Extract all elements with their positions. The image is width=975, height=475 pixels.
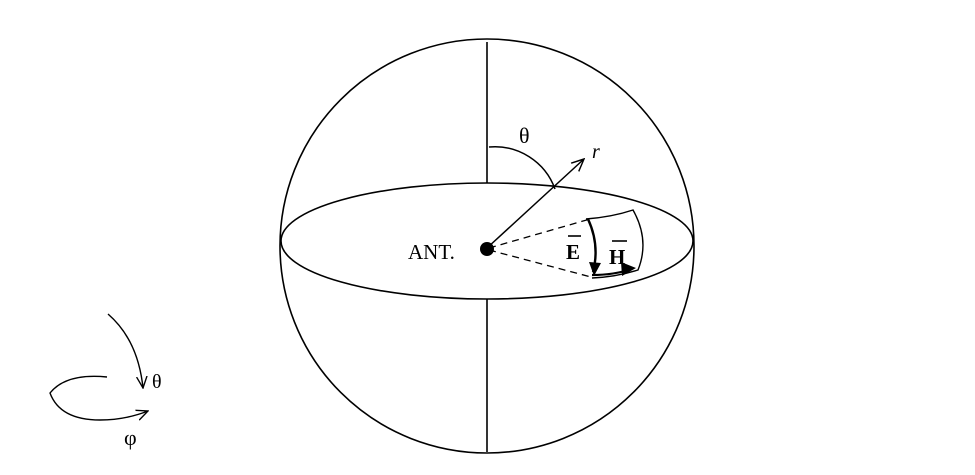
- legend-theta-label: θ: [152, 371, 162, 393]
- antenna-point: [480, 242, 494, 256]
- legend-theta-arrow: [108, 314, 143, 388]
- legend-phi-arrow: [50, 376, 148, 420]
- legend-phi-label: φ: [124, 425, 137, 450]
- antenna-label: ANT.: [408, 240, 455, 264]
- e-field-label: E: [566, 240, 581, 264]
- theta-angle-label: θ: [519, 123, 530, 148]
- radius-label: r: [592, 141, 600, 163]
- equator-ellipse: [281, 183, 693, 299]
- h-field-label: H: [609, 245, 626, 269]
